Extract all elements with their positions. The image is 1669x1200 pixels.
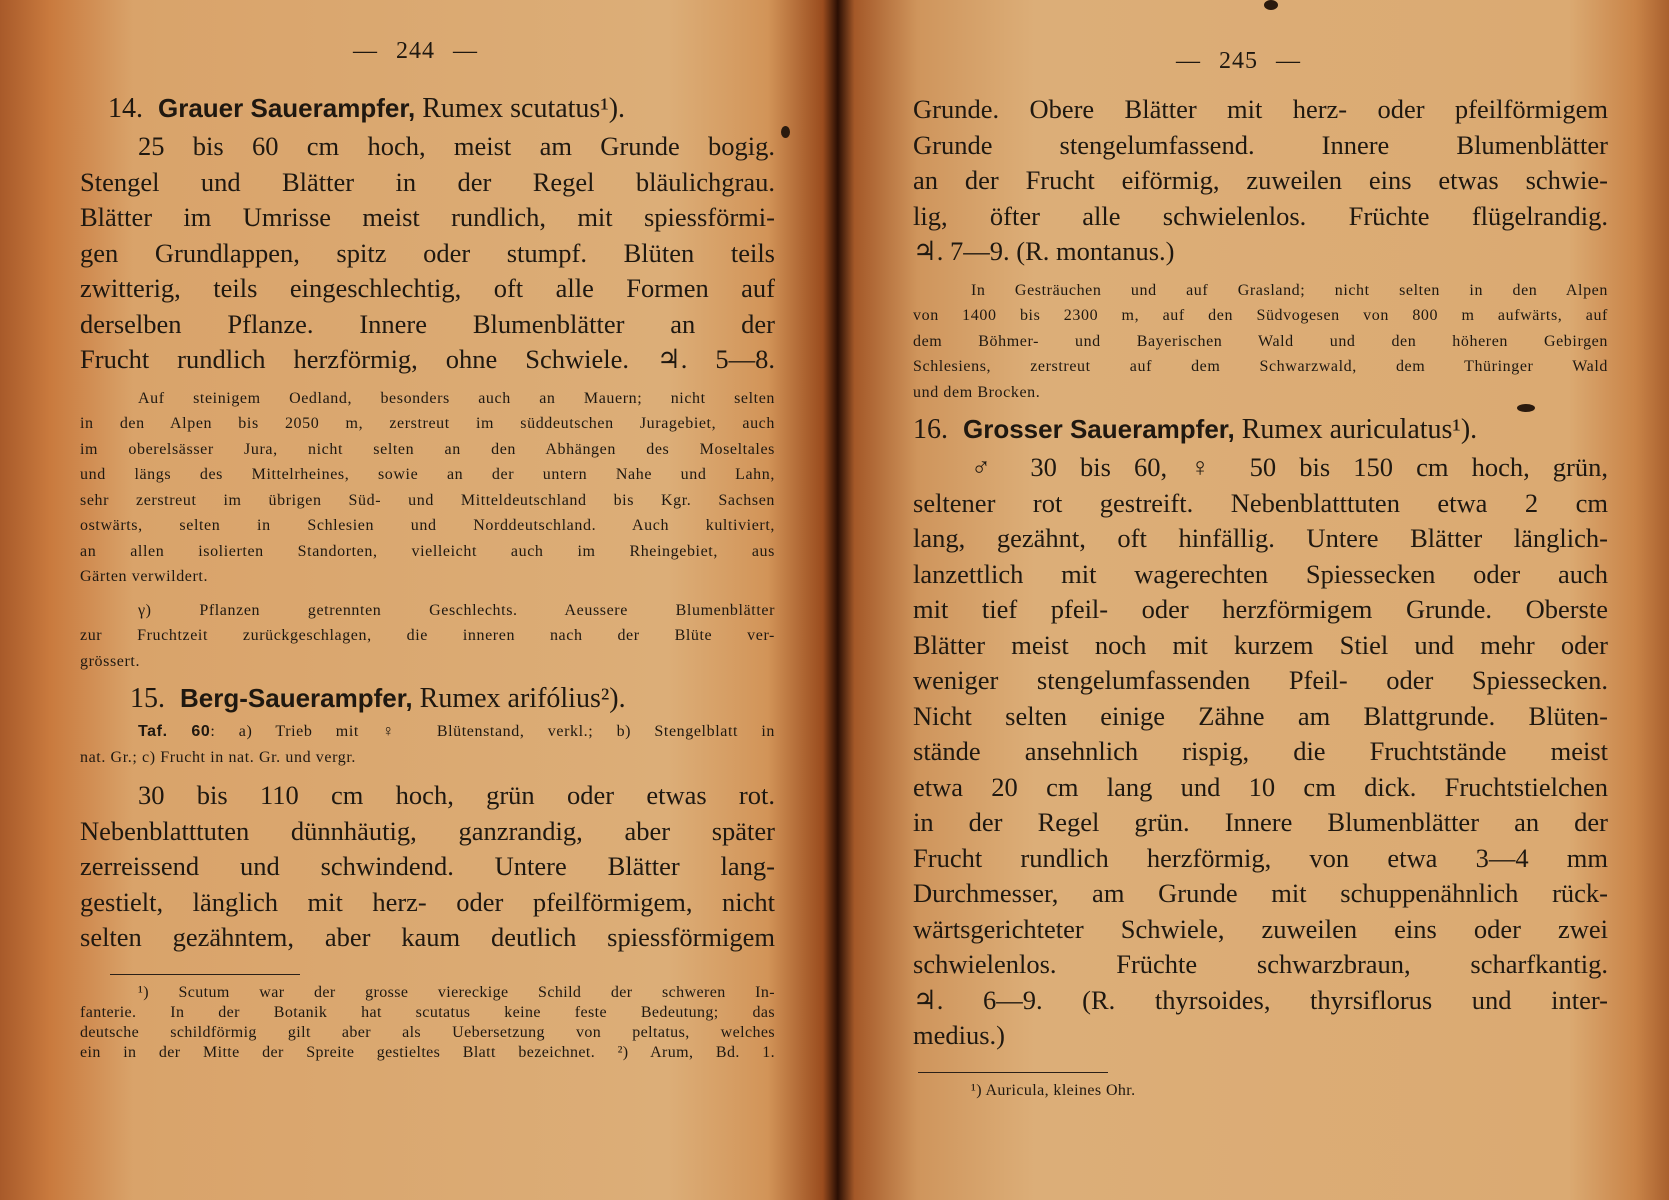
text-line: Stengel und Blätter in der Regel bläulichgrau. [80, 166, 775, 197]
right-text-column [913, 92, 1608, 1101]
footnotes-left [80, 983, 775, 1063]
text-line: 30 bis 110 cm hoch, grün oder etwas rot. [138, 780, 775, 810]
small-text-line: dem Böhmer- und Bayerischen Wald und den höheren Gebirgen [913, 332, 1608, 350]
german-name: Berg-Sauerampfer, [180, 683, 413, 713]
small-text-line: und längs des Mittelrheines, sowie an der untern Nahe und Lahn, [80, 466, 775, 483]
text-line: stände ansehnlich rispig, die Fruchtstände meist [913, 736, 1608, 766]
text-line: schwielenlos. Früchte schwarzbraun, scharfkantig. [913, 949, 1608, 979]
text-line: Durchmesser, am Grunde mit schuppenähnlich rück- [913, 878, 1608, 908]
section-heading-16 [913, 409, 1608, 450]
text-line: weniger stengelumfassenden Pfeil- oder Spiessecken. [913, 665, 1608, 695]
text-line: Blätter meist noch mit kurzem Stiel und mehr oder [913, 629, 1608, 660]
small-text-line: Schlesiens, zerstreut auf dem Schwarzwald, dem Thüringer Wald [913, 358, 1608, 375]
text-line: selten gezähntem, aber kaum deutlich spiessförmigem [80, 922, 775, 952]
page-number-value: 244 [396, 38, 435, 64]
text-line: derselben Pflanze. Innere Blumenblätter an der [80, 308, 775, 339]
page-number: — 244 — [353, 38, 478, 64]
right-page [838, 0, 1669, 1200]
text-line: 25 bis 60 cm hoch, meist am Grunde bogig. [138, 131, 775, 161]
small-text-line: zur Fruchtzeit zurückgeschlagen, die inneren nach der Blüte ver- [80, 627, 775, 644]
german-name: Grauer Sauerampfer, [158, 93, 416, 123]
section-number: 15. [130, 683, 165, 714]
habitat-note-15 [913, 278, 1608, 406]
plate-line [80, 719, 775, 745]
plate-label: Taf. 60 [138, 723, 211, 740]
small-text-line: Gärten verwildert. [80, 568, 209, 585]
text-line: wärtsgerichteter Schwiele, zuweilen eins oder zwei [913, 913, 1608, 944]
small-text-line: im oberelsässer Jura, nicht selten an den Abhängen des Moseltales [80, 440, 775, 458]
description-14 [80, 129, 775, 378]
habitat-note-14 [80, 386, 775, 590]
plate-reference [80, 719, 775, 770]
latin-name: Rumex scutatus¹). [422, 93, 626, 124]
ink-spot [781, 126, 790, 138]
text-line: lang, gezähnt, oft hinfällig. Untere Blätter länglich- [913, 523, 1608, 553]
small-text-line: γ) Pflanzen getrennten Geschlechts. Aeussere Blumenblätter [138, 601, 775, 619]
plate-line: nat. Gr.; c) Frucht in nat. Gr. und vergr. [80, 748, 356, 766]
small-text-line: in den Alpen bis 2050 m, zerstreut im süddeutschen Juragebiet, auch [80, 415, 775, 432]
footnote-line: ¹) Scutum war der grosse viereckige Schild der schweren In- [138, 983, 775, 1001]
section-heading-14 [80, 88, 775, 129]
footnote-line: ein in der Mitte der Spreite gestieltes Blatt bezeichnet. ²) Arum, Bd. 1. [80, 1043, 775, 1061]
text-line: ♃. 6—9. (R. thyrsoides, thyrsiflorus und inter- [913, 984, 1608, 1015]
text-line: Blätter im Umrisse meist rundlich, mit spiessförmi- [80, 202, 775, 232]
text-line: zerreissend und schwindend. Untere Blätter lang- [80, 851, 775, 881]
text-line: in der Regel grün. Innere Blumenblätter an der [913, 807, 1608, 837]
text-line: lig, öfter alle schwielenlos. Früchte flügelrandig. [913, 200, 1608, 231]
text-line: Nebenblatttuten dünnhäutig, ganzrandig, aber später [80, 815, 775, 846]
footnote-divider [110, 974, 300, 975]
page-number-value: 245 [1219, 48, 1258, 74]
small-text-line: sehr zerstreut im übrigen Süd- und Mitteldeutschland bis Kgr. Sachsen [80, 491, 775, 509]
text-line: mit tief pfeil- oder herzförmigem Grunde. Oberste [913, 594, 1608, 624]
small-text-line: von 1400 bis 2300 m, auf den Südvogesen von 800 m aufwärts, auf [913, 307, 1608, 324]
section-number: 16. [913, 414, 948, 445]
text-line: lanzettlich mit wagerechten Spiessecken oder auch [913, 558, 1608, 589]
text-line: ♂ 30 bis 60, ♀ 50 bis 150 cm hoch, grün, [971, 452, 1608, 482]
text-line: seltener rot gestreift. Nebenblatttuten etwa 2 cm [913, 487, 1608, 518]
text-line: ♃. 7—9. (R. montanus.) [913, 236, 1175, 266]
text-line: an der Frucht eiförmig, zuweilen eins etwas schwie- [913, 165, 1608, 195]
small-text-line: grössert. [80, 652, 141, 670]
section-heading-15 [80, 678, 775, 719]
small-text-line: In Gesträuchen und auf Grasland; nicht selten in den Alpen [971, 281, 1608, 299]
footnote-line: deutsche schildförmig gilt aber als Uebersetzung von peltatus, welches [80, 1023, 775, 1041]
text-line: Frucht rundlich herzförmig, ohne Schwiele. ♃. 5—8. [80, 344, 775, 374]
text-line: Grunde stengelumfassend. Innere Blumenblätter [913, 129, 1608, 160]
footnote-line: fanterie. In der Botanik hat scutatus keine feste Bedeutung; das [80, 1003, 775, 1021]
text-line: gen Grundlappen, spitz oder stumpf. Blüten teils [80, 237, 775, 268]
small-text-line: ostwärts, selten in Schlesien und Norddeutschland. Auch kultiviert, [80, 517, 775, 534]
text-line: Nicht selten einige Zähne am Blattgrunde. Blüten- [913, 700, 1608, 731]
description-16 [913, 450, 1608, 1054]
text-line: medius.) [913, 1020, 1005, 1050]
latin-name: Rumex arifólius²). [419, 683, 626, 714]
text-line: Frucht rundlich herzförmig, von etwa 3—4 mm [913, 842, 1608, 873]
left-page [0, 0, 830, 1200]
plate-text: : a) Trieb mit ♀ Blütenstand, verkl.; b) Stengelblatt in [210, 723, 775, 740]
german-name: Grosser Sauerampfer, [963, 414, 1235, 444]
text-line: etwa 20 cm lang und 10 cm dick. Fruchtstielchen [913, 771, 1608, 802]
left-text-column [80, 88, 775, 1063]
ink-spot [1517, 404, 1535, 412]
page-number: — 245 — [1176, 48, 1301, 74]
section-number: 14. [108, 93, 143, 124]
latin-name: Rumex auriculatus¹). [1241, 414, 1478, 445]
small-text-line: an allen isolierten Standorten, vielleicht auch im Rheingebiet, aus [80, 542, 775, 560]
text-line: Grunde. Obere Blätter mit herz- oder pfeilförmigem [913, 94, 1608, 124]
text-line: gestielt, länglich mit herz- oder pfeilförmigem, nicht [80, 886, 775, 917]
text-line: zwitterig, teils eingeschlechtig, oft alle Formen auf [80, 273, 775, 303]
small-text-line: Auf steinigem Oedland, besonders auch an Mauern; nicht selten [138, 389, 775, 407]
footnote-line: ¹) Auricula, kleines Ohr. [971, 1081, 1136, 1099]
continuation-15 [913, 92, 1608, 270]
footnote-divider [918, 1072, 1108, 1073]
footnotes-right [913, 1081, 1608, 1101]
description-15 [80, 778, 775, 956]
small-text-line: und dem Brocken. [913, 383, 1041, 401]
gamma-variety-note [80, 598, 775, 675]
ink-spot [1264, 0, 1278, 10]
